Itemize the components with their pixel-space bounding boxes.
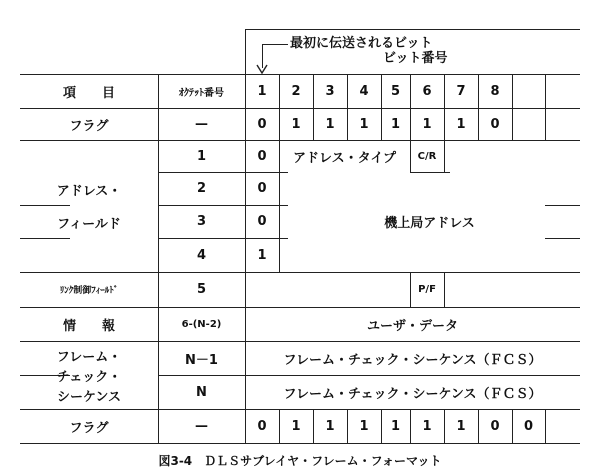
flag-bit: 1 — [325, 116, 335, 132]
fcs-label-2: チェック・ — [56, 369, 122, 385]
information-label: 情 報 — [62, 318, 115, 334]
poll-final-bit: P/F — [418, 284, 436, 295]
table-line — [545, 74, 546, 140]
flag-label: フラグ — [69, 118, 109, 134]
flag-bit: 1 — [422, 116, 432, 132]
address-bit1: 1 — [257, 247, 267, 263]
address-octet: 2 — [196, 181, 207, 196]
closing-flag-bit: 1 — [456, 418, 466, 434]
flag-bit: 0 — [257, 116, 267, 132]
flag-bit: 0 — [490, 116, 500, 132]
table-line — [444, 272, 445, 307]
header-bit: 6 — [422, 83, 432, 99]
annotation-leader-line — [262, 44, 288, 45]
header-bit: 1 — [257, 83, 267, 99]
table-line — [410, 172, 450, 173]
station-address: 機上局アドレス — [384, 216, 475, 231]
header-bit: 4 — [359, 83, 369, 99]
header-bit — [512, 74, 545, 108]
address-bit1: 0 — [257, 214, 267, 229]
closing-flag-bit: 0 — [490, 418, 500, 434]
table-line — [20, 443, 580, 444]
closing-flag-bit: 0 — [523, 418, 534, 434]
information-octet: 6-(N-2) — [181, 318, 222, 330]
table-line — [20, 238, 70, 239]
command-response-bit: C/R — [417, 150, 437, 162]
down-arrow-icon — [256, 64, 268, 74]
fcs-label-1: フレーム・ — [56, 349, 122, 365]
user-data: ユーザ・データ — [366, 318, 458, 334]
header-bit: 8 — [490, 83, 500, 99]
flag-bit: 1 — [359, 116, 369, 132]
closing-flag-bit: 1 — [325, 418, 335, 434]
link-control-octet: 5 — [196, 282, 207, 297]
closing-flag-label: フラグ — [69, 420, 109, 436]
header-bit: 5 — [390, 83, 401, 99]
closing-flag-octet: — — [195, 418, 208, 434]
address-bit1: 0 — [257, 148, 267, 164]
fcs-value: フレーム・チェック・シーケンス（ＦＣＳ） — [283, 386, 542, 402]
fcs-label-3: シーケンス — [57, 389, 121, 405]
flag-bit: 1 — [291, 116, 301, 132]
header-bit: 7 — [456, 83, 466, 99]
header-item: 項 目 — [62, 85, 115, 101]
address-type: アドレス・タイプ — [293, 150, 396, 166]
fcs-value: フレーム・チェック・シーケンス（ＦＣＳ） — [283, 352, 542, 368]
address-octet: 1 — [196, 148, 207, 164]
table-line — [245, 29, 580, 30]
table-line — [545, 409, 546, 443]
header-bit: 3 — [325, 83, 335, 99]
closing-flag-bit: 1 — [291, 418, 301, 434]
bit-number-label: ビット番号 — [383, 51, 448, 66]
closing-flag-bit: 0 — [257, 418, 267, 434]
flag-bit: 1 — [456, 116, 466, 132]
table-line — [545, 238, 580, 239]
address-field-label-1: アドレス・ — [56, 183, 122, 199]
closing-flag-bit: 1 — [422, 418, 432, 434]
closing-flag-bit: 1 — [390, 418, 401, 434]
flag-bit: 1 — [390, 116, 401, 132]
header-bit: 2 — [291, 83, 301, 99]
header-octet-number: ｵｸﾃｯﾄ番号 — [179, 87, 224, 99]
closing-flag-bit: 1 — [359, 418, 369, 434]
address-octet: 4 — [196, 247, 207, 263]
address-field-label-2: フィールド — [57, 216, 121, 232]
figure-caption: 図3-4 ＤＬＳサブレイヤ・フレーム・フォーマット — [158, 454, 442, 468]
address-bit1: 0 — [257, 181, 267, 196]
fcs-octet: N－1 — [185, 352, 218, 368]
address-octet: 3 — [196, 214, 207, 229]
flag-octet: — — [195, 116, 208, 132]
first-bit-annotation: 最初に伝送されるビット — [290, 36, 433, 51]
link-control-label: ﾘﾝｸ制御ﾌｨｰﾙﾄﾞ — [59, 286, 119, 296]
fcs-octet: N — [196, 384, 207, 400]
